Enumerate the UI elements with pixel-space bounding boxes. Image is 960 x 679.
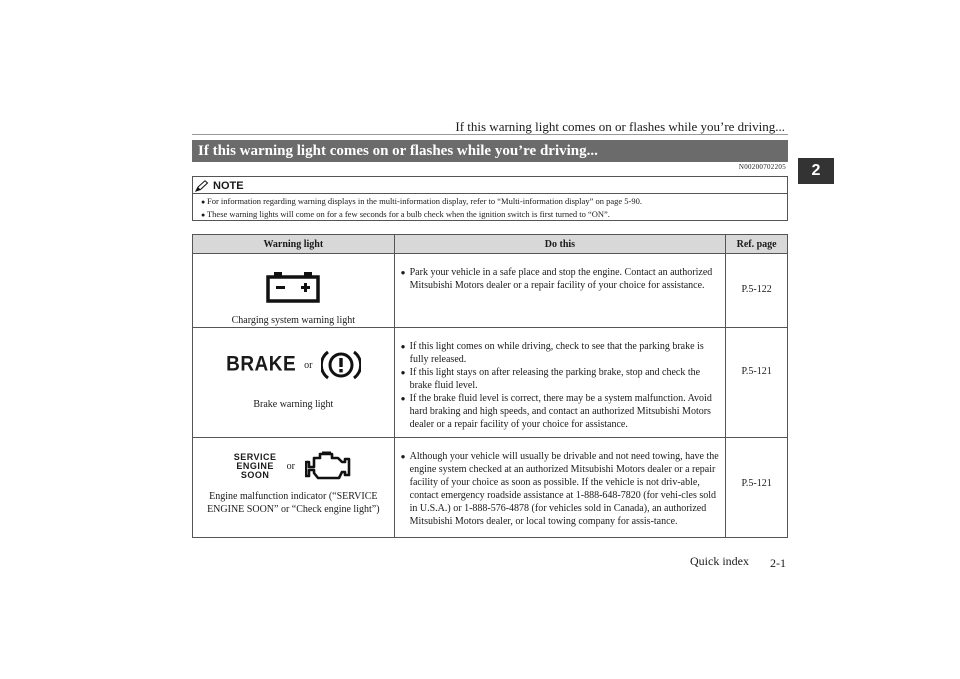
ref-page: P.5-122 (726, 254, 788, 328)
instruction-list (395, 438, 726, 534)
do-this-cell (394, 328, 726, 438)
instruction-item: ● If this light stays on after releasing the parking brake, stop and check the brake fluid level. (401, 366, 720, 392)
or-label: or (304, 359, 313, 371)
instruction-item: ● Although your vehicle will usually be drivable and not need towing, have the engine system checked at an authorized Mitsubishi Motors dealer or a repair facility of your choice as soon as possible. If the vehicle is not driv-able, contact emergency roadside assistance at 1-888-648-7820 (for vehi-cles sold in U.S.A.) or 1-888-576-4878 (for vehicles sold in Canada), an authorized Mitsubishi Motors dealer, or local towing company for assis-tance. (401, 450, 720, 528)
instruction-list (395, 254, 726, 298)
column-header: Do this (394, 235, 726, 254)
battery-icon (266, 271, 320, 303)
service-engine-soon-icon (234, 453, 277, 480)
brake-exclamation-icon (321, 349, 361, 381)
warning-light-name: Charging system warning light (231, 315, 356, 326)
note-divider (193, 193, 787, 194)
running-header: If this warning light comes on or flashes while you’re driving... (455, 119, 785, 134)
do-this-cell (394, 254, 726, 328)
page-number: 2-1 (770, 556, 786, 570)
ref-page: P.5-121 (726, 438, 788, 538)
header-rule (192, 134, 788, 135)
section-title: If this warning light comes on or flashes while you’re driving... (192, 140, 788, 162)
column-header: Warning light (193, 235, 395, 254)
warning-light-cell (193, 438, 395, 538)
table-header-row (193, 235, 788, 254)
table-row (193, 328, 788, 438)
warning-light-name: Brake warning light (253, 399, 334, 410)
note-label (195, 178, 244, 193)
note-label-text: NOTE (213, 179, 244, 192)
or-label: or (286, 460, 295, 472)
chapter-tab: 2 (798, 158, 834, 184)
check-engine-icon (305, 450, 353, 482)
brake-text-icon: BRAKE (226, 352, 297, 376)
ref-page: P.5-121 (726, 328, 788, 438)
warning-light-table (192, 234, 788, 538)
service-text-line: SOON (240, 469, 270, 480)
instruction-item: ● If this light comes on while driving, check to see that the parking brake is fully released. (401, 340, 720, 366)
service-text-line: ENGINE (236, 460, 274, 471)
table-row (193, 254, 788, 328)
section-code: N00200702205 (738, 163, 786, 171)
note-items (201, 195, 642, 221)
service-text-line: SERVICE (233, 451, 277, 462)
note-item: ● These warning lights will come on for a few seconds for a bulb check when the ignition switch is first turned to “ON”. (201, 208, 642, 221)
warning-light-cell (193, 254, 395, 328)
instruction-item: ● Park your vehicle in a safe place and stop the engine. Contact an authorized Mitsubishi Motors dealer or a repair facility of your choice for assistance. (401, 266, 720, 292)
column-header: Ref. page (726, 235, 788, 254)
do-this-cell (394, 438, 726, 538)
note-item: ● For information regarding warning displays in the multi-information display, refer to “Multi-information display” on page 5-90. (201, 195, 642, 208)
instruction-item: ● If the brake fluid level is correct, there may be a system malfunction. Avoid hard braking and high speeds, and contact an authorized Mitsubishi Motors dealer or a repair facility of your choice for assistance. (401, 392, 720, 431)
footer-section-label: Quick index (690, 554, 749, 568)
table-row (193, 438, 788, 538)
pencil-icon (195, 180, 209, 192)
warning-light-name: Engine malfunction indicator (“SERVICE ENGINE SOON” or “Check engine light”) (207, 491, 380, 515)
warning-light-cell (193, 328, 395, 438)
note-box (192, 176, 788, 221)
instruction-list (395, 328, 726, 437)
